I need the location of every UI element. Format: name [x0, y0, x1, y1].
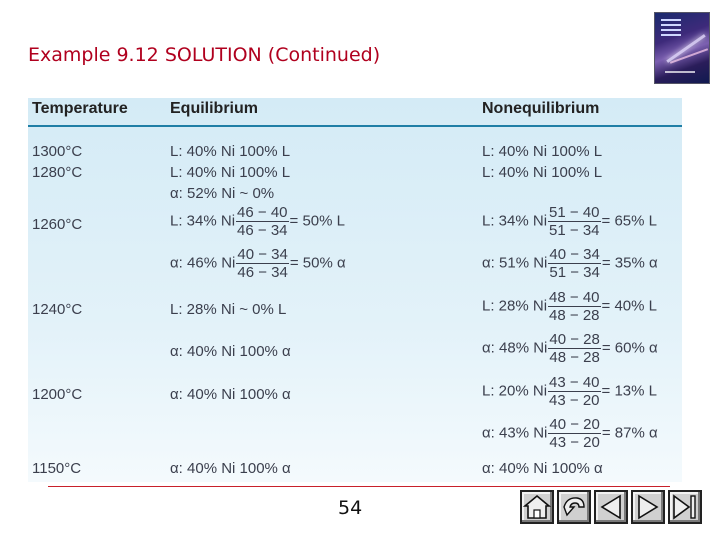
- cell-neq: [482, 289, 657, 324]
- lever-rule-result: = 60% α: [601, 339, 658, 357]
- cell-temp: 1240°C: [32, 301, 83, 318]
- cell-eq: α: 52% Ni ~ 0%: [170, 185, 275, 202]
- lever-rule-result: = 13% L: [601, 382, 657, 400]
- page-number: 54: [338, 497, 363, 519]
- lever-rule-fraction: [548, 416, 600, 451]
- fraction-numerator: 40 − 20: [549, 416, 600, 433]
- cell-neq: [482, 374, 657, 409]
- lever-rule-prefix: α: 51% Ni: [482, 254, 548, 272]
- header-temperature: Temperature: [32, 100, 128, 117]
- lever-rule-fraction: [236, 204, 288, 239]
- cell-eq: [170, 246, 346, 281]
- fraction-denominator: 43 − 20: [549, 392, 600, 409]
- footer-divider: [48, 486, 670, 487]
- fraction-numerator: 46 − 40: [237, 204, 288, 221]
- header-nonequilibrium: Nonequilibrium: [482, 100, 600, 117]
- cell-eq: [170, 204, 345, 239]
- home-icon[interactable]: [520, 490, 554, 524]
- lever-rule-fraction: [548, 374, 600, 409]
- cell-eq: α: 40% Ni 100% α: [170, 386, 291, 403]
- cell-neq: [482, 331, 658, 366]
- lever-rule-result: = 50% α: [289, 254, 346, 272]
- fraction-denominator: 51 − 34: [549, 222, 600, 239]
- fraction-denominator: 46 − 34: [237, 222, 288, 239]
- solidification-table: [28, 98, 682, 482]
- next-icon[interactable]: [631, 490, 665, 524]
- lever-rule-prefix: α: 48% Ni: [482, 339, 548, 357]
- lever-rule-fraction: [548, 331, 600, 366]
- cell-neq: α: 40% Ni 100% α: [482, 460, 603, 477]
- fraction-denominator: 48 − 28: [549, 349, 600, 366]
- lever-rule-fraction: [548, 246, 600, 281]
- fraction-numerator: 40 − 34: [237, 246, 288, 263]
- cell-temp: 1300°C: [32, 143, 83, 160]
- cell-neq: [482, 416, 658, 451]
- lever-rule-fraction: [236, 246, 288, 281]
- fraction-numerator: 48 − 40: [549, 289, 600, 306]
- fraction-denominator: 43 − 20: [549, 434, 600, 451]
- cell-eq: L: 40% Ni 100% L: [170, 164, 291, 181]
- slide-navigation-bar: [520, 490, 705, 524]
- cell-neq: [482, 204, 657, 239]
- cell-temp: 1260°C: [32, 216, 83, 233]
- cell-temp: 1150°C: [32, 460, 82, 477]
- lever-rule-fraction: [548, 289, 600, 324]
- previous-icon[interactable]: [594, 490, 628, 524]
- lever-rule-fraction: [548, 204, 600, 239]
- cell-eq: L: 40% Ni 100% L: [170, 143, 291, 160]
- fraction-numerator: 51 − 40: [549, 204, 600, 221]
- lever-rule-prefix: L: 34% Ni: [482, 212, 548, 230]
- lever-rule-prefix: L: 34% Ni: [170, 212, 236, 230]
- cell-neq: L: 40% Ni 100% L: [482, 164, 603, 181]
- lever-rule-prefix: L: 20% Ni: [482, 382, 548, 400]
- cell-temp: 1200°C: [32, 386, 83, 403]
- forward-icon[interactable]: [668, 490, 702, 524]
- header-divider: [28, 125, 682, 127]
- cell-eq: L: 28% Ni ~ 0% L: [170, 301, 287, 318]
- fraction-numerator: 43 − 40: [549, 374, 600, 391]
- fraction-denominator: 48 − 28: [549, 307, 600, 324]
- lever-rule-prefix: α: 46% Ni: [170, 254, 236, 272]
- cell-eq: α: 40% Ni 100% α: [170, 460, 291, 477]
- cell-eq: α: 40% Ni 100% α: [170, 343, 291, 360]
- textbook-cover-thumbnail: [654, 12, 710, 84]
- slide-title: Example 9.12 SOLUTION (Continued): [28, 44, 381, 66]
- cell-neq: L: 40% Ni 100% L: [482, 143, 603, 160]
- fraction-numerator: 40 − 34: [549, 246, 600, 263]
- cell-neq: [482, 246, 658, 281]
- lever-rule-result: = 50% L: [289, 212, 345, 230]
- lever-rule-prefix: α: 43% Ni: [482, 424, 548, 442]
- fraction-denominator: 51 − 34: [549, 264, 600, 281]
- header-equilibrium: Equilibrium: [170, 100, 258, 117]
- lever-rule-result: = 40% L: [601, 297, 657, 315]
- lever-rule-prefix: L: 28% Ni: [482, 297, 548, 315]
- fraction-numerator: 40 − 28: [549, 331, 600, 348]
- lever-rule-result: = 65% L: [601, 212, 657, 230]
- back-icon[interactable]: [557, 490, 591, 524]
- cell-temp: 1280°C: [32, 164, 83, 181]
- lever-rule-result: = 35% α: [601, 254, 658, 272]
- lever-rule-result: = 87% α: [601, 424, 658, 442]
- fraction-denominator: 46 − 34: [237, 264, 288, 281]
